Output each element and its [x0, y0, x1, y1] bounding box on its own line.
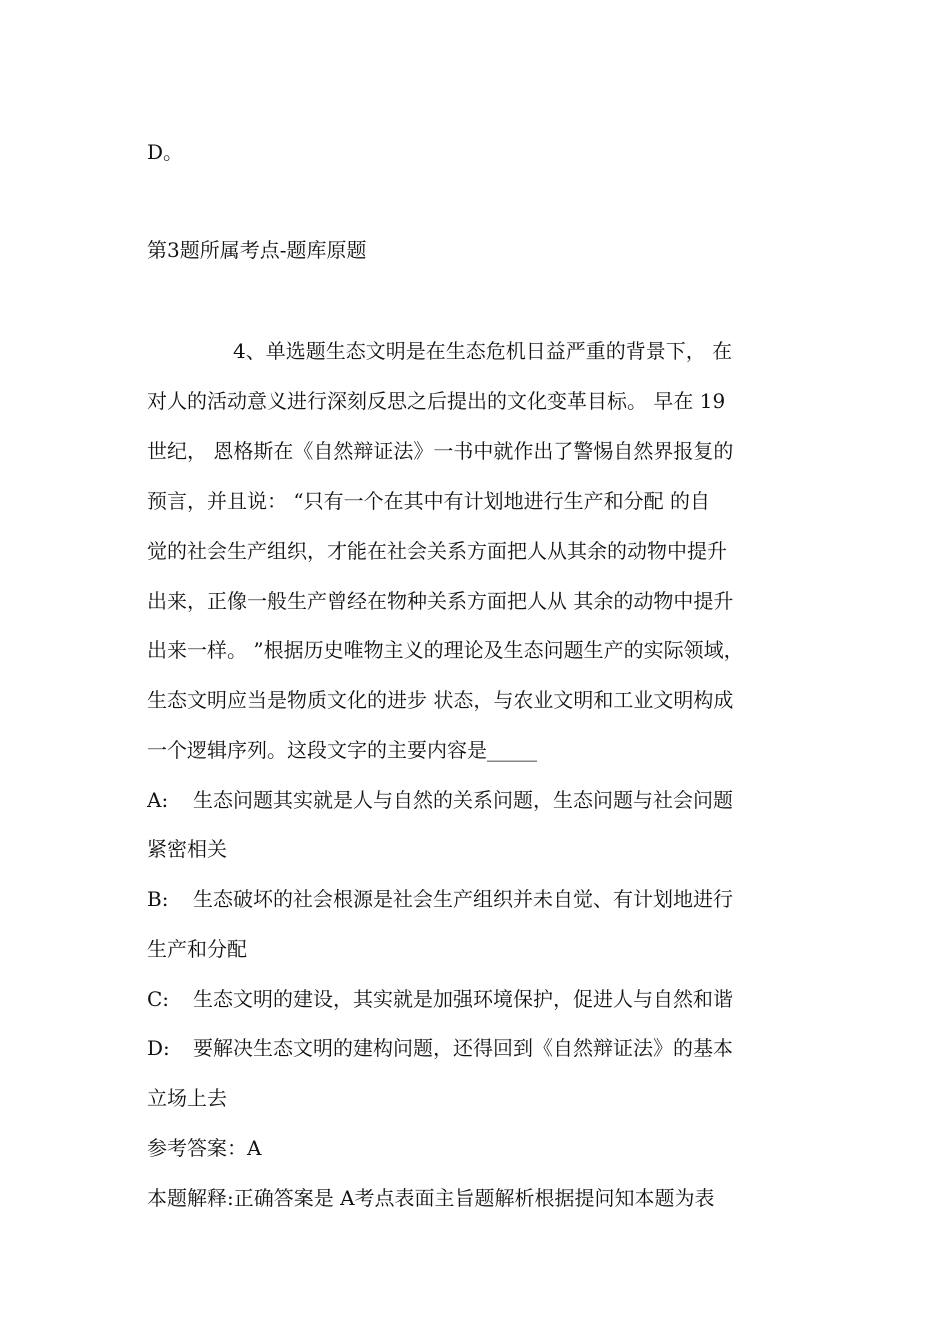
- option-b-text: 生态破坏的社会根源是社会生产组织并未自觉、有计划地进行: [193, 887, 733, 911]
- question4-line: 出来一样。 ”根据历史唯物主义的理论及生态问题生产的实际领域，: [147, 638, 744, 662]
- option-c-label: C:: [147, 987, 170, 1011]
- question4-line: 出来，正像一般生产曾经在物种关系方面把人从 其余的动物中提升: [147, 589, 734, 613]
- question4-line: 4、单选题生态文明是在生态危机日益严重的背景下， 在: [233, 339, 733, 363]
- option-a-text: 生态问题其实就是人与自然的关系问题，生态问题与社会问题: [193, 788, 733, 812]
- question3-source-label: 第3题所属考点-题库原题: [147, 238, 367, 262]
- option-d-label: D:: [147, 1036, 170, 1060]
- option-b-label: B:: [147, 887, 169, 911]
- reference-answer: 参考答案：A: [147, 1136, 262, 1160]
- previous-answer-tail: D。: [147, 140, 184, 164]
- answer-explanation: 本题解释:正确答案是 A考点表面主旨题解析根据提问知本题为表: [147, 1186, 715, 1210]
- option-b-text-continued: 生产和分配: [147, 937, 247, 961]
- option-c-text: 生态文明的建设，其实就是加强环境保护，促进人与自然和谐: [193, 987, 733, 1011]
- question4-line: 觉的社会生产组织，才能在社会关系方面把人从其余的动物中提升: [147, 539, 727, 563]
- question4-line: 生态文明应当是物质文化的进步 状态，与农业文明和工业文明构成: [147, 688, 734, 712]
- question4-line: 一个逻辑序列。这段文字的主要内容是_____: [147, 738, 537, 762]
- question4-line: 对人的活动意义进行深刻反思之后提出的文化变革目标。 早在 19: [147, 389, 726, 413]
- option-a-label: A:: [147, 788, 169, 812]
- question4-line: 世纪， 恩格斯在《自然辩证法》一书中就作出了警惕自然界报复的: [147, 439, 734, 463]
- option-a-text-continued: 紧密相关: [147, 837, 227, 861]
- question4-line: 预言，并且说： “只有一个在其中有计划地进行生产和分配 的自: [147, 489, 710, 513]
- option-d-text-continued: 立场上去: [147, 1086, 227, 1110]
- option-d-text: 要解决生态文明的建构问题，还得回到《自然辩证法》的基本: [193, 1036, 733, 1060]
